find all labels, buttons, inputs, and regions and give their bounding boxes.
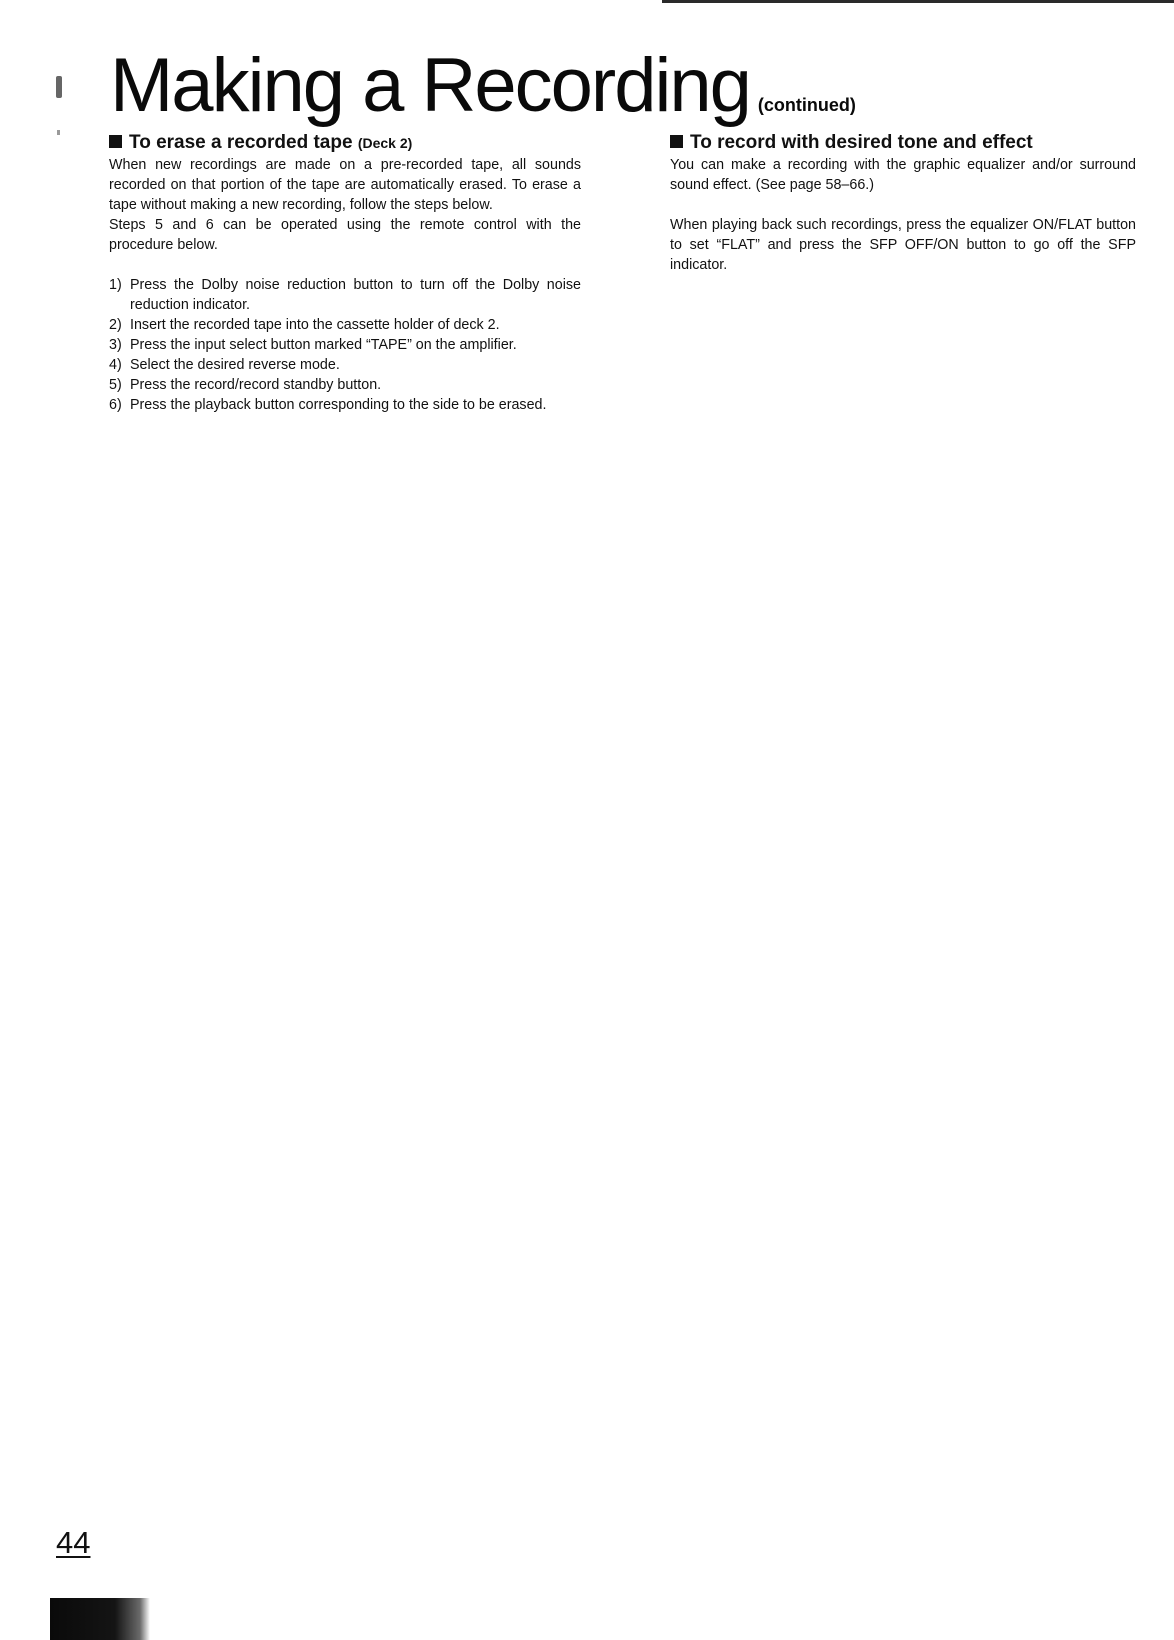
square-bullet-icon [109,135,122,148]
page-number: 44 [56,1525,91,1560]
step-text: Press the input select button marked “TAPE” on the amplifier. [130,337,517,353]
section-heading-note: (Deck 2) [357,135,413,151]
scan-mark [57,130,60,135]
section-heading [109,132,581,154]
step-text: Select the desired reverse mode. [130,357,340,373]
scan-mark [56,76,62,98]
page-title-main: Making a Recording [110,43,750,128]
steps-list [109,275,581,415]
step-number: 3) [109,337,122,353]
square-bullet-icon [670,135,683,148]
section-heading-text: To erase a recorded tape [129,132,353,153]
paragraph: You can make a recording with the graphic equalizer and/or surround sound effect. (See page 58–66.) [670,157,1136,193]
list-item [109,315,581,335]
corner-tab [50,1598,150,1640]
paragraph: When new recordings are made on a pre-recorded tape, all sounds recorded on that portion of the tape are automatically erased. To erase a tape without making a new recording, follow the steps below. [109,157,581,213]
step-number: 6) [109,397,122,413]
tone-effect-section [670,132,1136,275]
top-rule [662,0,1174,3]
step-number: 2) [109,317,122,333]
spacer [670,195,1136,215]
step-number: 1) [109,277,122,293]
list-item [109,355,581,375]
spacer [109,255,581,275]
step-number: 4) [109,357,122,373]
page-title [110,43,856,128]
erase-section [109,132,581,415]
list-item [109,275,581,315]
step-text: Insert the recorded tape into the cassette holder of deck 2. [130,317,500,333]
list-item [109,335,581,355]
paragraph: When playing back such recordings, press the equalizer ON/FLAT button to set “FLAT” and press the SFP OFF/ON button to go off the SFP indicator. [670,217,1136,273]
section-heading [670,132,1136,154]
list-item [109,375,581,395]
paragraph: Steps 5 and 6 can be operated using the remote control with the procedure below. [109,217,581,253]
section-heading-text: To record with desired tone and effect [690,132,1033,153]
page-title-suffix: (continued) [757,95,856,115]
step-text: Press the playback button corresponding to the side to be erased. [130,397,547,413]
step-text: Press the Dolby noise reduction button to turn off the Dolby noise reduction indicator. [130,277,581,313]
step-text: Press the record/record standby button. [130,377,382,393]
list-item [109,395,581,415]
step-number: 5) [109,377,122,393]
